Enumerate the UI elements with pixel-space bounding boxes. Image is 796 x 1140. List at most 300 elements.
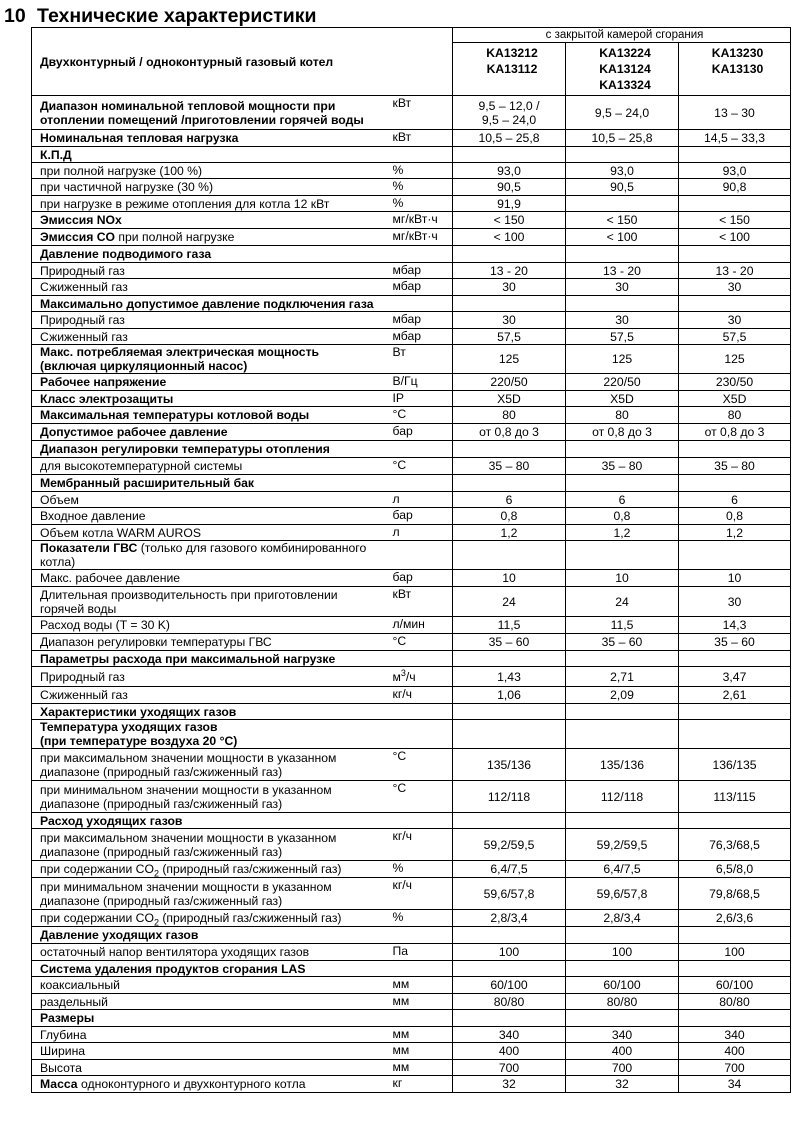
unit-cell: кг (391, 1076, 453, 1093)
value-cell (566, 296, 679, 312)
unit-cell: Па (391, 944, 453, 961)
table-row (32, 651, 791, 667)
param-label (32, 229, 391, 246)
param-note: (природный газ/сжиженный газ) (158, 911, 342, 925)
param-label: Входное давление (32, 508, 391, 525)
param-label: Природный газ (32, 667, 391, 687)
value-cell: 135/136 (453, 749, 566, 781)
table-row (32, 130, 791, 147)
table-row (32, 944, 791, 961)
param-label: при частичной нагрузке (30 %) (32, 179, 391, 196)
value-cell: 80 (679, 407, 791, 424)
unit-cell (391, 651, 453, 667)
param-label: Температура уходящих газов (при температуре воздуха 20 °C) (32, 720, 391, 749)
value-cell (679, 147, 791, 163)
model-column-1: KA13212 KA13112 (453, 43, 566, 96)
value-cell: < 100 (679, 229, 791, 246)
param-label: Максимальная температуры котловой воды (32, 407, 391, 424)
value-cell: 30 (566, 279, 679, 296)
unit-cell: мм (391, 977, 453, 994)
value-cell (453, 704, 566, 720)
param-label: Диапазон регулировки температуры отопления (32, 441, 391, 458)
unit-cell: % (391, 196, 453, 212)
value-cell: 0,8 (679, 508, 791, 525)
table-row (32, 977, 791, 994)
table-row (32, 229, 791, 246)
header-row-chamber (32, 28, 791, 43)
param-label: при полной нагрузке (100 %) (32, 163, 391, 179)
value-cell (679, 651, 791, 667)
unit-cell (391, 475, 453, 492)
table-row (32, 196, 791, 212)
value-cell: 9,5 – 12,0 / 9,5 – 24,0 (453, 96, 566, 130)
param-label (32, 861, 391, 878)
value-cell: 76,3/68,5 (679, 829, 791, 861)
value-cell (566, 961, 679, 977)
param-label: Длительная производительность при приготовлении горячей воды (32, 587, 391, 617)
value-cell: 10,5 – 25,8 (566, 130, 679, 147)
value-cell: 32 (566, 1076, 679, 1093)
value-cell (566, 651, 679, 667)
table-row (32, 1043, 791, 1060)
value-cell: 6 (453, 492, 566, 508)
model-column-2: KA13224 KA13124 KA13324 (566, 43, 679, 96)
param-label: Расход уходящих газов (32, 813, 391, 829)
param-label: Природный газ (32, 312, 391, 329)
table-row (32, 910, 791, 927)
unit-cell (391, 704, 453, 720)
unit-cell: л/мин (391, 617, 453, 634)
unit-cell: мм (391, 1060, 453, 1076)
value-cell: 80/80 (679, 994, 791, 1010)
param-bold: Масса (40, 1077, 78, 1091)
unit-cell (391, 541, 453, 570)
value-cell (679, 961, 791, 977)
unit-cell (391, 296, 453, 312)
value-cell: 10,5 – 25,8 (453, 130, 566, 147)
param-note: (только для газового комбинированного котла) (40, 541, 367, 569)
param-label: Глубина (32, 1027, 391, 1043)
unit-cell: мбар (391, 312, 453, 329)
value-cell: 35 – 80 (679, 458, 791, 475)
table-row (32, 617, 791, 634)
value-cell: < 100 (566, 229, 679, 246)
table-row (32, 492, 791, 508)
param-label: Макс. рабочее давление (32, 570, 391, 587)
value-cell (453, 441, 566, 458)
unit-cell: IP (391, 391, 453, 407)
param-label: Давление подводимого газа (32, 246, 391, 263)
value-cell: 59,2/59,5 (453, 829, 566, 861)
value-cell: 13 - 20 (566, 263, 679, 279)
section-title: Технические характеристики (37, 5, 317, 27)
unit-cell: В/Гц (391, 374, 453, 391)
value-cell: 60/100 (453, 977, 566, 994)
table-row (32, 634, 791, 651)
unit-cell: л (391, 525, 453, 541)
param-label: Объем котла WARM AUROS (32, 525, 391, 541)
value-cell: 2,8/3,4 (453, 910, 566, 927)
value-cell: 9,5 – 24,0 (566, 96, 679, 130)
value-cell (453, 246, 566, 263)
value-cell (679, 720, 791, 749)
section-number: 10 (4, 5, 26, 27)
table-row (32, 720, 791, 749)
value-cell: 24 (566, 587, 679, 617)
value-cell: 0,8 (453, 508, 566, 525)
param-label (32, 212, 391, 229)
table-row (32, 1060, 791, 1076)
value-cell (453, 813, 566, 829)
value-cell: 90,5 (566, 179, 679, 196)
value-cell: 6 (566, 492, 679, 508)
value-cell: < 150 (679, 212, 791, 229)
value-cell: 24 (453, 587, 566, 617)
value-cell: 400 (679, 1043, 791, 1060)
param-label: Система удаления продуктов сгорания LAS (32, 961, 391, 977)
table-row (32, 163, 791, 179)
param-label: Номинальная тепловая нагрузка (32, 130, 391, 147)
value-cell: от 0,8 до 3 (679, 424, 791, 441)
param-label: коаксиальный (32, 977, 391, 994)
param-label: Размеры (32, 1010, 391, 1027)
unit-cell (391, 667, 453, 687)
value-cell: 125 (566, 345, 679, 374)
value-cell: 57,5 (679, 329, 791, 345)
param-label: Мембранный расширительный бак (32, 475, 391, 492)
param-label: Высота (32, 1060, 391, 1076)
value-cell: 90,5 (453, 179, 566, 196)
param-label (32, 1076, 391, 1093)
value-cell: 230/50 (679, 374, 791, 391)
value-cell: 10 (679, 570, 791, 587)
value-cell (453, 475, 566, 492)
table-row (32, 424, 791, 441)
value-cell: 340 (453, 1027, 566, 1043)
value-cell: 112/118 (453, 781, 566, 813)
table-row (32, 994, 791, 1010)
unit-base: м (392, 669, 401, 684)
value-cell (453, 651, 566, 667)
value-cell: 80/80 (566, 994, 679, 1010)
value-cell (566, 1010, 679, 1027)
table-row (32, 927, 791, 944)
table-row (32, 458, 791, 475)
param-bold: Показатели ГВС (40, 541, 138, 555)
value-cell: 2,71 (566, 667, 679, 687)
value-cell: < 100 (453, 229, 566, 246)
value-cell: 93,0 (566, 163, 679, 179)
value-cell: 2,61 (679, 687, 791, 704)
param-label: при минимальном значении мощности в указанном диапазоне (природный газ/сжиженный газ) (32, 781, 391, 813)
value-cell: 35 – 80 (453, 458, 566, 475)
value-cell: 0,8 (566, 508, 679, 525)
value-cell: 100 (453, 944, 566, 961)
value-cell: 30 (679, 279, 791, 296)
table-row (32, 345, 791, 374)
value-cell: 57,5 (566, 329, 679, 345)
unit-cell (391, 813, 453, 829)
value-cell: 13 - 20 (453, 263, 566, 279)
table-row (32, 570, 791, 587)
value-cell: 2,8/3,4 (566, 910, 679, 927)
unit-cell: % (391, 163, 453, 179)
param-label: Природный газ (32, 263, 391, 279)
unit-cell (391, 147, 453, 163)
value-cell (566, 147, 679, 163)
value-cell (566, 196, 679, 212)
table-row (32, 587, 791, 617)
spec-table (31, 27, 791, 1093)
value-cell: 30 (679, 312, 791, 329)
value-cell (566, 441, 679, 458)
value-cell (453, 927, 566, 944)
unit-cell: кВт (391, 96, 453, 130)
value-cell: 125 (453, 345, 566, 374)
table-row (32, 829, 791, 861)
param-label: при максимальном значении мощности в указанном диапазоне (природный газ/сжиженный газ) (32, 749, 391, 781)
value-cell (679, 441, 791, 458)
unit-cell: бар (391, 508, 453, 525)
unit-cell: бар (391, 424, 453, 441)
value-cell: 11,5 (566, 617, 679, 634)
param-label: Макс. потребляемая электрическая мощность (включая циркуляционный насос) (32, 345, 391, 374)
value-cell: 113/115 (679, 781, 791, 813)
value-cell: 93,0 (679, 163, 791, 179)
value-cell (679, 1010, 791, 1027)
value-cell: X5D (679, 391, 791, 407)
param-label (32, 910, 391, 927)
value-cell: 400 (453, 1043, 566, 1060)
table-row (32, 813, 791, 829)
value-cell (566, 720, 679, 749)
value-cell: 6,5/8,0 (679, 861, 791, 878)
value-cell: X5D (453, 391, 566, 407)
value-cell: 136/135 (679, 749, 791, 781)
value-cell: 1,06 (453, 687, 566, 704)
unit-cell: °C (391, 634, 453, 651)
table-row (32, 329, 791, 345)
param-note: при полной нагрузке (115, 230, 235, 244)
boiler-type-label: Двухконтурный / одноконтурный газовый котел (32, 28, 453, 96)
param-label: Характеристики уходящих газов (32, 704, 391, 720)
table-row (32, 179, 791, 196)
table-row (32, 246, 791, 263)
unit-cell: мбар (391, 329, 453, 345)
table-row (32, 96, 791, 130)
value-cell: 80/80 (453, 994, 566, 1010)
param-text: при содержании CO (40, 911, 154, 925)
table-row (32, 687, 791, 704)
unit-cell (391, 961, 453, 977)
value-cell: < 150 (566, 212, 679, 229)
unit-cell: мм (391, 1027, 453, 1043)
param-label: Рабочее напряжение (32, 374, 391, 391)
unit-cell: % (391, 861, 453, 878)
table-row (32, 667, 791, 687)
value-cell: 1,2 (679, 525, 791, 541)
table-row (32, 312, 791, 329)
param-label: Диапазон номинальной тепловой мощности при отоплении помещений /приготовлении горячей воды (32, 96, 391, 130)
value-cell (453, 1010, 566, 1027)
value-cell: 30 (566, 312, 679, 329)
table-row (32, 147, 791, 163)
table-row (32, 749, 791, 781)
value-cell: 100 (566, 944, 679, 961)
value-cell (679, 475, 791, 492)
table-row (32, 704, 791, 720)
unit-rest: /ч (405, 669, 416, 684)
value-cell: 6 (679, 492, 791, 508)
unit-cell: °C (391, 749, 453, 781)
value-cell: 59,2/59,5 (566, 829, 679, 861)
page-title (4, 4, 317, 28)
unit-cell: °C (391, 781, 453, 813)
value-cell (566, 704, 679, 720)
table-row (32, 781, 791, 813)
param-label: при максимальном значении мощности в указанном диапазоне (природный газ/сжиженный газ) (32, 829, 391, 861)
param-label: Объем (32, 492, 391, 508)
value-cell (566, 475, 679, 492)
value-cell: 700 (679, 1060, 791, 1076)
value-cell: 35 – 60 (679, 634, 791, 651)
param-label: остаточный напор вентилятора уходящих газов (32, 944, 391, 961)
value-cell: < 150 (453, 212, 566, 229)
param-note: одноконтурного и двухконтурного котла (77, 1077, 306, 1091)
value-cell: 93,0 (453, 163, 566, 179)
param-label: К.П.Д (32, 147, 391, 163)
table-row (32, 525, 791, 541)
value-cell: 135/136 (566, 749, 679, 781)
unit-cell (391, 1010, 453, 1027)
value-cell: 14,5 – 33,3 (679, 130, 791, 147)
value-cell: 700 (566, 1060, 679, 1076)
param-label: Расход воды (T = 30 K) (32, 617, 391, 634)
unit-cell: мбар (391, 279, 453, 296)
value-cell: 30 (453, 312, 566, 329)
table-row (32, 475, 791, 492)
param-label: Давление уходящих газов (32, 927, 391, 944)
spec-table-body (32, 28, 791, 1093)
value-cell: 1,2 (566, 525, 679, 541)
table-row (32, 861, 791, 878)
value-cell: 10 (453, 570, 566, 587)
value-cell: от 0,8 до 3 (453, 424, 566, 441)
value-cell: 32 (453, 1076, 566, 1093)
unit-cell (391, 720, 453, 749)
unit-cell: кг/ч (391, 878, 453, 910)
param-label: при минимальном значении мощности в указанном диапазоне (природный газ/сжиженный газ) (32, 878, 391, 910)
value-cell (679, 541, 791, 570)
chamber-type-label: с закрытой камерой сгорания (453, 28, 791, 43)
param-label: Ширина (32, 1043, 391, 1060)
value-cell: 30 (679, 587, 791, 617)
param-label: Класс электрозащиты (32, 391, 391, 407)
table-row (32, 263, 791, 279)
value-cell: 60/100 (679, 977, 791, 994)
value-cell: 80 (566, 407, 679, 424)
unit-cell (391, 927, 453, 944)
value-cell (679, 704, 791, 720)
table-row (32, 1076, 791, 1093)
value-cell: 13 – 30 (679, 96, 791, 130)
param-label: Сжиженный газ (32, 329, 391, 345)
table-row (32, 961, 791, 977)
value-cell (453, 720, 566, 749)
unit-cell: Вт (391, 345, 453, 374)
subscript: 2 (153, 868, 159, 878)
unit-cell (391, 441, 453, 458)
value-cell: 340 (566, 1027, 679, 1043)
param-note: (природный газ/сжиженный газ) (158, 862, 342, 876)
value-cell: 700 (453, 1060, 566, 1076)
value-cell: 220/50 (566, 374, 679, 391)
value-cell (679, 196, 791, 212)
unit-cell: °C (391, 407, 453, 424)
table-row (32, 508, 791, 525)
value-cell: 6,4/7,5 (453, 861, 566, 878)
param-bold: Эмиссия NOx (40, 213, 122, 227)
value-cell: 57,5 (453, 329, 566, 345)
table-row (32, 407, 791, 424)
table-row (32, 212, 791, 229)
value-cell (453, 147, 566, 163)
value-cell (453, 961, 566, 977)
table-row (32, 541, 791, 570)
value-cell: 2,6/3,6 (679, 910, 791, 927)
unit-cell: кВт (391, 130, 453, 147)
value-cell: 10 (566, 570, 679, 587)
value-cell: 125 (679, 345, 791, 374)
value-cell: 400 (566, 1043, 679, 1060)
table-row (32, 1027, 791, 1043)
value-cell (453, 296, 566, 312)
value-cell: 35 – 80 (566, 458, 679, 475)
unit-cell: °C (391, 458, 453, 475)
unit-cell: мбар (391, 263, 453, 279)
value-cell (566, 813, 679, 829)
unit-cell: л (391, 492, 453, 508)
table-row (32, 441, 791, 458)
value-cell (566, 246, 679, 263)
unit-cell: кВт (391, 587, 453, 617)
value-cell: 1,2 (453, 525, 566, 541)
param-label (32, 541, 391, 570)
value-cell: 91,9 (453, 196, 566, 212)
param-label: для высокотемпературной системы (32, 458, 391, 475)
value-cell: 3,47 (679, 667, 791, 687)
value-cell (566, 927, 679, 944)
value-cell (566, 541, 679, 570)
table-row (32, 296, 791, 312)
unit-sup: 3 (400, 667, 406, 678)
param-label: Сжиженный газ (32, 687, 391, 704)
value-cell: 35 – 60 (566, 634, 679, 651)
value-cell (679, 296, 791, 312)
param-label: Диапазон регулировки температуры ГВС (32, 634, 391, 651)
value-cell: 35 – 60 (453, 634, 566, 651)
unit-cell: бар (391, 570, 453, 587)
unit-cell: мг/кВт·ч (391, 229, 453, 246)
unit-cell: кг/ч (391, 687, 453, 704)
value-cell: 30 (453, 279, 566, 296)
unit-cell (391, 246, 453, 263)
unit-cell: мм (391, 994, 453, 1010)
value-cell: 11,5 (453, 617, 566, 634)
subscript: 2 (153, 917, 159, 927)
table-row (32, 279, 791, 296)
table-row (32, 374, 791, 391)
